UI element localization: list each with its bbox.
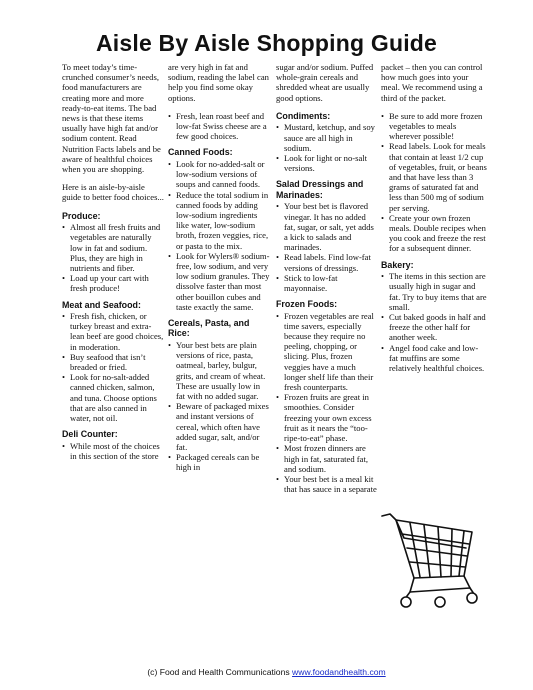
list-item: • Mustard, ketchup, and soy sauce are all high in sodium. [276,122,379,153]
list-item: • Your best bet is a meal kit that has sauce in a separate [276,474,379,494]
produce-list [62,222,165,293]
list-item: • Packaged cereals can be high in [168,452,271,472]
list-item: • While most of the choices in this section of the store [62,441,165,461]
salad-list [276,201,379,293]
intro-paragraph: To meet today’s time-crunched consumer’s needs, food manufacturers are creating more and more ready-to-eat items. The bad news is that these items usually have high fat and/or sodium content. Read Nutrition Facts labels and be aware of healthful choices when you are shopping. [62,62,161,175]
shopping-cart-icon [380,504,484,610]
list-item: • Load up your cart with fresh produce! [62,273,165,293]
cereal-heading: Cereals, Pasta, and Rice: [168,317,250,339]
footer [0,667,533,677]
list-item: • Almost all fresh fruits and vegetables are naturally low in fat and sodium. Plus, they are high in nutrients and fiber. [62,222,165,273]
deli-heading: Deli Counter: [62,429,118,440]
cereal-list [168,340,271,473]
produce-heading: Produce: [62,210,101,221]
deli-list-2 [168,111,271,142]
list-item: • Buy seafood that isn’t breaded or fried. [62,352,165,372]
list-item: • Create your own frozen meals. Double recipes when you cook and freeze the rest for a subsequent dinner. [381,213,487,254]
list-item: • Look for light or no-salt versions. [276,153,379,173]
list-item: • Frozen fruits are great in smoothies. Consider freezing your own excess fruit as it nears the “too-ripe-to-eat” phase. [276,392,379,443]
bakery-list [381,271,487,373]
list-item: • Your best bets are plain versions of rice, pasta, oatmeal, barley, bulgur, grits, and cream of wheat. These are usually low in fat with no added sugar. [168,340,271,401]
frozen-continued: packet – then you can control how much goes into your meal. We recommend using a third of the packet. [381,62,483,103]
canned-heading: Canned Foods: [168,147,233,158]
column-1 [62,62,165,465]
column-3 [276,62,379,498]
list-item: • Beware of packaged mixes and instant versions of cereal, which often have added sugar, salt, and/or fat. [168,401,271,452]
intro-paragraph-2: Here is an aisle-by-aisle guide to better food choices... [62,182,164,203]
list-item: • Be sure to add more frozen vegetables to meals wherever possible! [381,111,487,142]
condiments-heading: Condiments: [276,110,331,121]
list-item: • Look for no-added-salt or low-sodium versions of soups and canned foods. [168,159,271,190]
list-item: • Stick to low-fat mayonnaise. [276,273,379,293]
list-item: • The items in this section are usually high in sugar and fat. Try to buy items that are small. [381,271,487,312]
list-item: • Cut baked goods in half and freeze the other half for another week. [381,312,487,343]
list-item: • Frozen vegetables are real time savers, especially because they require no peeling, chopping, or slicing. Plus, frozen veggies have a much longer shelf life than their fresh counterparts. [276,311,379,393]
column-2 [168,62,271,477]
list-item: • Fresh, lean roast beef and low-fat Swiss cheese are a few good choices. [168,111,271,142]
cereal-continued: sugar and/or sodium. Puffed whole-grain cereals and shredded wheat are usually good options. [276,62,374,103]
list-item: • Angel food cake and low-fat muffins are some relatively healthful choices. [381,343,487,374]
bakery-heading: Bakery: [381,259,414,270]
frozen-list-2 [381,111,487,254]
frozen-heading: Frozen Foods: [276,299,338,310]
list-item: • Reduce the total sodium in canned foods by adding low-sodium ingredients like water, low-sodium broth, frozen veggies, rice, or pasta to the mix. [168,190,271,251]
meat-heading: Meat and Seafood: [62,299,141,310]
deli-list [62,441,165,461]
list-item: • Look for no-salt-added canned chicken, salmon, and tuna. Choose options that are also canned in water, not oil. [62,372,165,423]
deli-continued: are very high in fat and sodium, reading the label can help you find some okay options. [168,62,269,103]
list-item: • Read labels. Find low-fat versions of dressings. [276,252,379,272]
footer-link[interactable]: www.foodandhealth.com [292,667,386,677]
frozen-list [276,311,379,495]
list-item: • Fresh fish, chicken, or turkey breast and extra-lean beef are good choices, in moderation. [62,311,165,352]
list-item: • Read labels. Look for meals that contain at least 1/2 cup of vegetables, fruit, or beans and that have less than 3 grams of saturated fat and less than 500 mg of sodium per serving. [381,141,487,212]
condiments-list [276,122,379,173]
list-item: • Your best bet is flavored vinegar. It has no added fat, sugar, or salt, yet adds a kick to salads and marinades. [276,201,379,252]
footer-credit: (c) Food and Health Communications [147,667,290,677]
salad-heading: Salad Dressings and Marinades: [276,179,364,200]
page-title: Aisle By Aisle Shopping Guide [95,30,438,56]
meat-list [62,311,165,423]
canned-list [168,159,271,312]
list-item: • Most frozen dinners are high in fat, saturated fat, and sodium. [276,443,379,474]
list-item: • Look for Wylers® sodium-free, low sodium, and very low sodium granules. They dissolve faster than most other bouillon cubes and taste exactly the same. [168,251,271,312]
column-4 [381,62,487,377]
